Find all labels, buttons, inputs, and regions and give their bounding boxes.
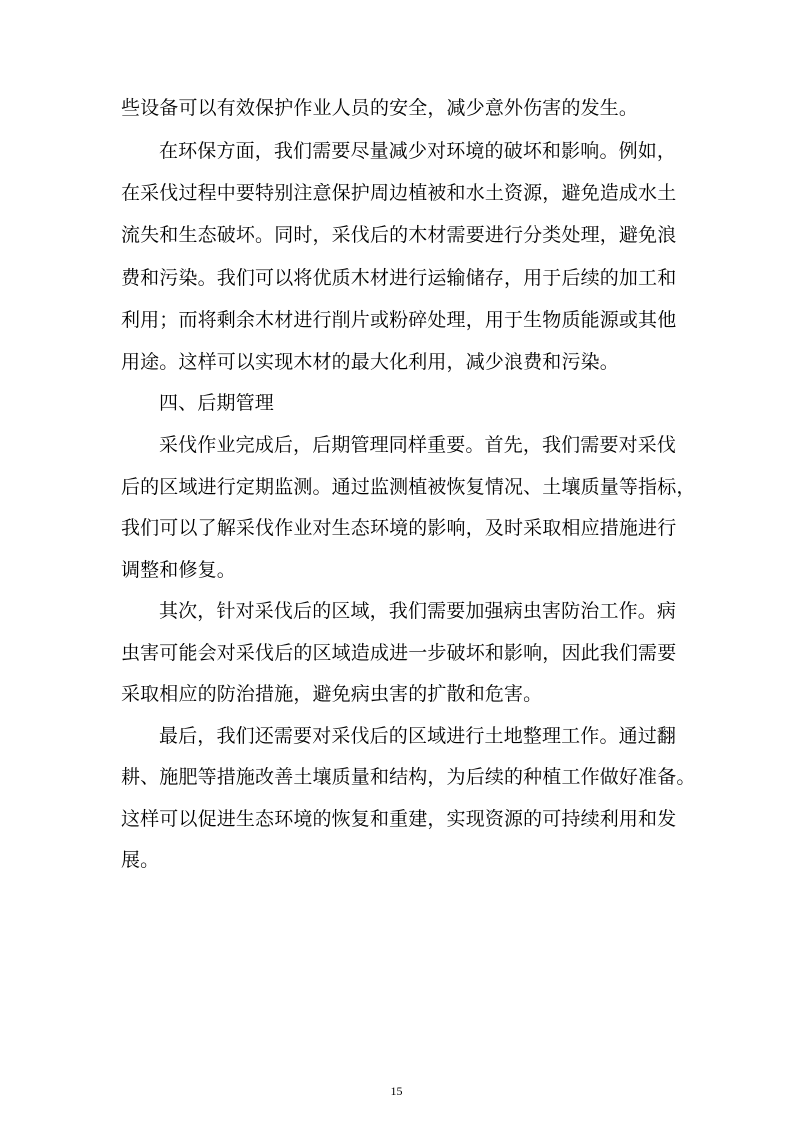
- body-text-line: 在环保方面，我们需要尽量减少对环境的破坏和影响。例如，: [159, 140, 677, 162]
- body-text-line: 虫害可能会对采伐后的区域造成进一步破坏和影响，因此我们需要: [121, 642, 677, 664]
- page-number: 15: [390, 1084, 403, 1098]
- body-text-line: 些设备可以有效保护作业人员的安全，减少意外伤害的发生。: [121, 97, 639, 119]
- body-text-line: 最后，我们还需要对采伐后的区域进行土地整理工作。通过翻: [159, 725, 677, 747]
- body-text-line: 展。: [121, 849, 160, 871]
- body-text-line: 采取相应的防治措施，避免病虫害的扩散和危害。: [121, 683, 543, 705]
- body-text-line: 其次，针对采伐后的区域，我们需要加强病虫害防治工作。病: [159, 600, 677, 622]
- body-text-line: 费和污染。我们可以将优质木材进行运输储存，用于后续的加工和: [121, 267, 677, 289]
- body-text-line: 我们可以了解采伐作业对生态环境的影响，及时采取相应措施进行: [121, 517, 677, 539]
- body-text-line: 流失和生态破坏。同时，采伐后的木材需要进行分类处理，避免浪: [121, 224, 677, 246]
- body-text-line: 后的区域进行定期监测。通过监测植被恢复情况、土壤质量等指标，: [121, 476, 696, 498]
- body-text-line: 耕、施肥等措施改善土壤质量和结构，为后续的种植工作做好准备。: [121, 766, 696, 788]
- body-text-line: 采伐作业完成后，后期管理同样重要。首先，我们需要对采伐: [159, 434, 677, 456]
- body-text-line: 用途。这样可以实现木材的最大化利用，减少浪费和污染。: [121, 351, 619, 373]
- section-heading: 四、后期管理: [159, 392, 274, 414]
- body-text-line: 这样可以促进生态环境的恢复和重建，实现资源的可持续利用和发: [121, 808, 677, 830]
- body-text-line: 在采伐过程中要特别注意保护周边植被和水土资源，避免造成水土: [121, 182, 677, 204]
- body-text-line: 调整和修复。: [121, 559, 236, 581]
- body-text-line: 利用；而将剩余木材进行削片或粉碎处理，用于生物质能源或其他: [121, 309, 677, 331]
